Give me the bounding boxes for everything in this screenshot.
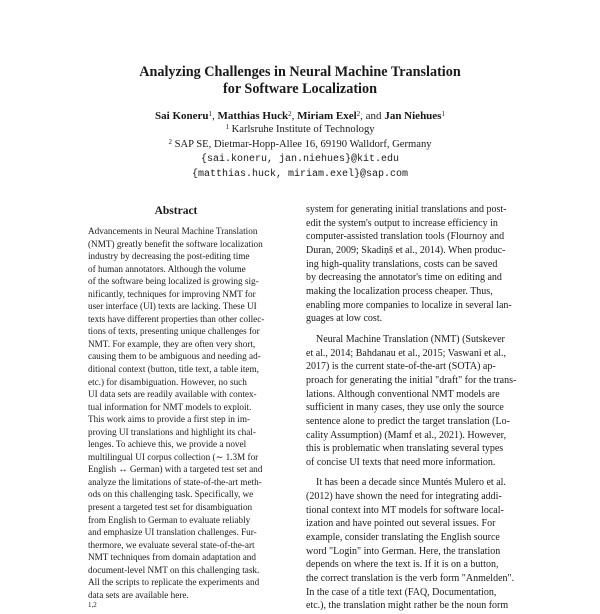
- body-line: lations. Although conventional NMT models are: [306, 388, 500, 400]
- author-affiliation-mark: 1: [441, 110, 445, 118]
- abstract-line: user interface (UI) texts are lacking. These UI: [88, 301, 257, 312]
- author-affiliation-mark: 1: [208, 110, 212, 118]
- body-line: this is problematic when translating several types: [306, 443, 504, 455]
- abstract-line: All the scripts to replicate the experiments and: [88, 577, 260, 588]
- body-line: Duran, 2009; Skadiņš et al., 2014). When produc-: [306, 244, 506, 256]
- affiliation-mark: 2: [168, 138, 172, 146]
- body-line: et al., 2014; Bahdanau et al., 2015; Vaswani et al.,: [306, 347, 507, 359]
- abstract-line: of the software being localized is growing sig-: [88, 276, 259, 287]
- abstract-line: multilingual UI corpus collection (∼ 1.3M for: [88, 451, 259, 462]
- body-line: ization and have pointed out several issues. For: [306, 518, 496, 530]
- body-line: the correct translation is the verb form "Anmelden".: [306, 573, 515, 585]
- abstract-line: NMT. For example, they are often very short,: [88, 338, 256, 349]
- abstract-line: tions of texts, presenting unique challenges for: [88, 326, 260, 337]
- body-line: (2012) have shown the need for integrating addi-: [306, 491, 502, 503]
- abstract-line: and emphasize UI translation challenges. Fur-: [88, 527, 257, 538]
- author-separator: ,: [212, 110, 218, 122]
- abstract-body: [88, 225, 264, 614]
- body-line: It has been a decade since Muntés Mulero et al.: [316, 477, 506, 489]
- abstract-heading: Abstract: [154, 205, 198, 217]
- author-name: Jan Niehues: [384, 110, 442, 122]
- abstract-line: texts have different properties than other collec-: [88, 313, 265, 324]
- body-line: edit the system's output to increase efficiency in: [306, 217, 498, 229]
- paper-title-line-1: Analyzing Challenges in Neural Machine Translation: [139, 64, 461, 80]
- abstract-line: tual information for NMT models to exploit.: [88, 401, 252, 412]
- body-line: example, consider translating the English source: [306, 532, 500, 544]
- abstract-line: etc.) for disambiguation. However, no such: [88, 376, 247, 387]
- abstract-line: causing them to be ambiguous and needing ad-: [88, 351, 261, 362]
- body-line: etc.), the translation might rather be the noun form: [306, 600, 509, 612]
- body-line: computer-assisted translation tools (Flournoy and: [306, 231, 505, 243]
- body-column: [306, 203, 531, 613]
- abstract-line: data sets are available here.: [88, 589, 189, 600]
- body-line: word "Login" into German. Here, the translation: [306, 545, 501, 557]
- body-line: tional context into MT models for software local-: [306, 504, 504, 516]
- author-separator: , and: [360, 110, 385, 122]
- abstract-line: Advancements in Neural Machine Translation: [88, 226, 258, 236]
- affiliation-text: SAP SE, Dietmar-Hopp-Allee 16, 69190 Walldorf, Germany: [174, 139, 432, 150]
- abstract-line: present a targeted test set for disambiguation: [88, 502, 253, 513]
- abstract-line: proving UI translations and highlight its chal-: [88, 426, 256, 437]
- email-kit: {sai.koneru, jan.niehues}@kit.edu: [200, 154, 400, 165]
- abstract-line: lenges. To achieve this, we provide a novel: [88, 439, 247, 450]
- abstract-line: UI data sets are readily available with contex-: [88, 389, 257, 400]
- body-line: sentence alone to predict the target translation (Lo-: [306, 415, 510, 427]
- abstract-line: nificantly, techniques for improving NMT for: [88, 288, 256, 299]
- abstract-line: document-level NMT on this challenging task.: [88, 564, 260, 575]
- abstract-line: ods on this challenging task. Specifically, we: [88, 489, 254, 500]
- abstract-line: industry by decreasing the post-editing time: [88, 251, 250, 262]
- body-line: cality Assumption) (Mamf et al., 2021). However,: [306, 429, 507, 441]
- email-sap: {matthias.huck, miriam.exel}@sap.com: [191, 169, 409, 180]
- affiliation-2: [0, 138, 600, 152]
- abstract-line: NMT techniques from domain adaptation and: [88, 552, 256, 563]
- body-line: system for generating initial translations and post-: [306, 204, 507, 215]
- affiliation-mark: 1: [225, 123, 229, 131]
- abstract-line: (NMT) greatly benefit the software localization: [88, 238, 263, 249]
- abstract-line: of human annotators. Although the volume: [88, 263, 246, 274]
- body-line: Neural Machine Translation (NMT) (Sutskever: [316, 333, 505, 345]
- affiliation-1: [0, 123, 600, 137]
- body-line: sufficient in many cases, they use only the source: [306, 402, 504, 414]
- body-line: In the case of a title text (FAQ, Documentation,: [306, 586, 497, 598]
- body-line: ing high-quality translations, costs can be saved: [306, 258, 498, 270]
- body-line: making the localization process cheaper. Thus,: [306, 285, 493, 297]
- abstract-last-line: [88, 589, 264, 614]
- abstract-line: English ↔ German) with a targeted test set and: [88, 464, 263, 475]
- body-line: guages at low cost.: [306, 313, 383, 325]
- author-affiliation-mark: 2: [356, 110, 361, 118]
- author-name: Matthias Huck: [217, 110, 289, 122]
- body-line: 2017) is the current state-of-the-art (SOTA) ap-: [306, 361, 496, 373]
- paper-title-line-2: for Software Localization: [223, 81, 377, 97]
- abstract-line: thermore, we evaluate several state-of-the-art: [88, 539, 255, 550]
- author-affiliation-mark: 2: [288, 110, 292, 118]
- body-line: depends on where the text is. If it is on a button,: [306, 559, 499, 571]
- body-line: enabling more companies to localize in several lan-: [306, 299, 512, 311]
- affiliation-text: Karlsruhe Institute of Technology: [231, 124, 375, 135]
- author-name: Miriam Exel: [297, 110, 357, 122]
- author-name: Sai Koneru: [155, 110, 209, 122]
- body-line: of concise UI texts that need more information.: [306, 456, 496, 468]
- author-separator: ,: [291, 110, 298, 122]
- abstract-line: from English to German to evaluate reliably: [88, 514, 251, 525]
- abstract-line: This work aims to provide a first step in im-: [88, 414, 251, 425]
- footnote-mark: 1,2: [88, 601, 97, 610]
- body-line: by decreasing the annotator's time on editing and: [306, 272, 502, 284]
- abstract-line: ditional context (button, title text, a table item,: [88, 364, 259, 375]
- author-list: [0, 109, 600, 123]
- abstract-line: analyze the limitations of state-of-the-art meth-: [88, 476, 262, 487]
- body-line: proach for generating the initial "draft" for the trans-: [306, 374, 517, 386]
